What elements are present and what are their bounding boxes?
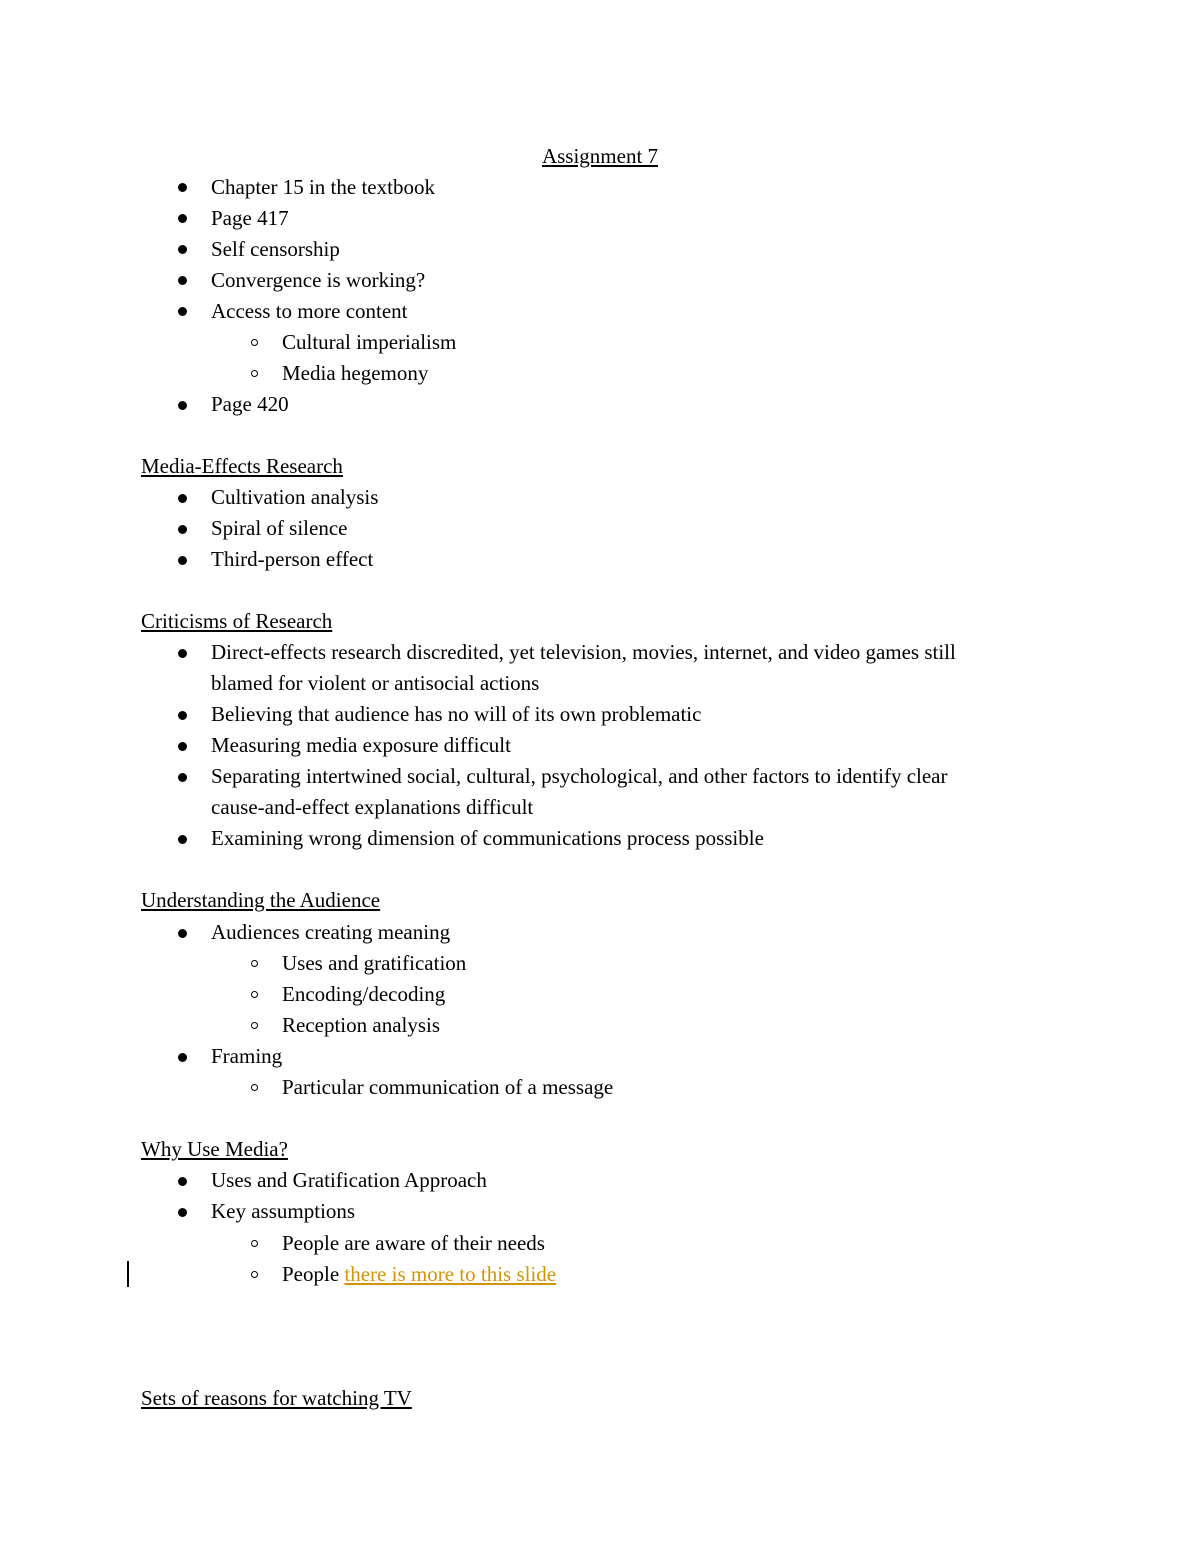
list-item-continuation: cause-and-effect explanations difficult bbox=[211, 795, 534, 819]
bullet-icon bbox=[178, 929, 187, 938]
sub-list-item bbox=[282, 1259, 556, 1290]
section-heading-why-media: Why Use Media? bbox=[141, 1137, 288, 1161]
list-item: Measuring media exposure difficult bbox=[211, 733, 511, 757]
sub-list-item: Uses and gratification bbox=[282, 951, 467, 975]
list-item: Page 417 bbox=[211, 206, 289, 230]
hollow-bullet-icon bbox=[251, 1271, 258, 1278]
sub-list-item: Reception analysis bbox=[282, 1013, 441, 1037]
section-heading-audience: Understanding the Audience bbox=[141, 888, 381, 912]
bullet-icon bbox=[178, 183, 187, 192]
list-item: Direct-effects research discredited, yet television, movies, internet, and video games still bbox=[211, 640, 956, 664]
list-item: Spiral of silence bbox=[211, 516, 348, 540]
list-item: Third-person effect bbox=[211, 547, 374, 571]
list-item: Believing that audience has no will of its own problematic bbox=[211, 702, 702, 726]
hollow-bullet-icon bbox=[251, 1240, 258, 1247]
section-heading-reasons-tv: Sets of reasons for watching TV bbox=[141, 1386, 412, 1410]
list-item: Self censorship bbox=[211, 237, 340, 261]
bullet-icon bbox=[178, 307, 187, 316]
bullet-icon bbox=[178, 1177, 187, 1186]
sub-list-item-text: People bbox=[282, 1262, 345, 1286]
list-item: Separating intertwined social, cultural, psychological, and other factors to identify clear bbox=[211, 764, 948, 788]
sub-list-item: Encoding/decoding bbox=[282, 982, 446, 1006]
text-cursor-icon bbox=[127, 1261, 129, 1287]
list-item: Framing bbox=[211, 1044, 283, 1068]
list-item: Audiences creating meaning bbox=[211, 920, 451, 944]
bullet-icon bbox=[178, 276, 187, 285]
bullet-icon bbox=[178, 214, 187, 223]
sub-list-item: Cultural imperialism bbox=[282, 330, 457, 354]
section-heading-criticisms: Criticisms of Research bbox=[141, 609, 333, 633]
bullet-icon bbox=[178, 525, 187, 534]
bullet-icon bbox=[178, 245, 187, 254]
bullet-icon bbox=[178, 494, 187, 503]
bullet-icon bbox=[178, 835, 187, 844]
more-content-link[interactable]: there is more to this slide bbox=[344, 1262, 557, 1286]
list-item-continuation: blamed for violent or antisocial actions bbox=[211, 671, 540, 695]
bullet-icon bbox=[178, 773, 187, 782]
document-title: Assignment 7 bbox=[541, 144, 659, 168]
sub-list-item: Media hegemony bbox=[282, 361, 429, 385]
hollow-bullet-icon bbox=[251, 1084, 258, 1091]
list-item: Chapter 15 in the textbook bbox=[211, 175, 435, 199]
bullet-icon bbox=[178, 711, 187, 720]
list-item: Examining wrong dimension of communications process possible bbox=[211, 826, 764, 850]
hollow-bullet-icon bbox=[251, 339, 258, 346]
sub-list-item: Particular communication of a message bbox=[282, 1075, 614, 1099]
bullet-icon bbox=[178, 742, 187, 751]
hollow-bullet-icon bbox=[251, 1022, 258, 1029]
list-item: Page 420 bbox=[211, 392, 289, 416]
list-item: Cultivation analysis bbox=[211, 485, 379, 509]
list-item: Access to more content bbox=[211, 299, 408, 323]
bullet-icon bbox=[178, 1208, 187, 1217]
hollow-bullet-icon bbox=[251, 991, 258, 998]
bullet-icon bbox=[178, 401, 187, 410]
list-item: Uses and Gratification Approach bbox=[211, 1168, 487, 1192]
bullet-icon bbox=[178, 556, 187, 565]
bullet-icon bbox=[178, 649, 187, 658]
section-heading-media-effects: Media-Effects Research bbox=[141, 454, 343, 478]
list-item: Key assumptions bbox=[211, 1199, 356, 1223]
sub-list-item: People are aware of their needs bbox=[282, 1231, 545, 1255]
list-item: Convergence is working? bbox=[211, 268, 426, 292]
hollow-bullet-icon bbox=[251, 370, 258, 377]
hollow-bullet-icon bbox=[251, 960, 258, 967]
bullet-icon bbox=[178, 1053, 187, 1062]
